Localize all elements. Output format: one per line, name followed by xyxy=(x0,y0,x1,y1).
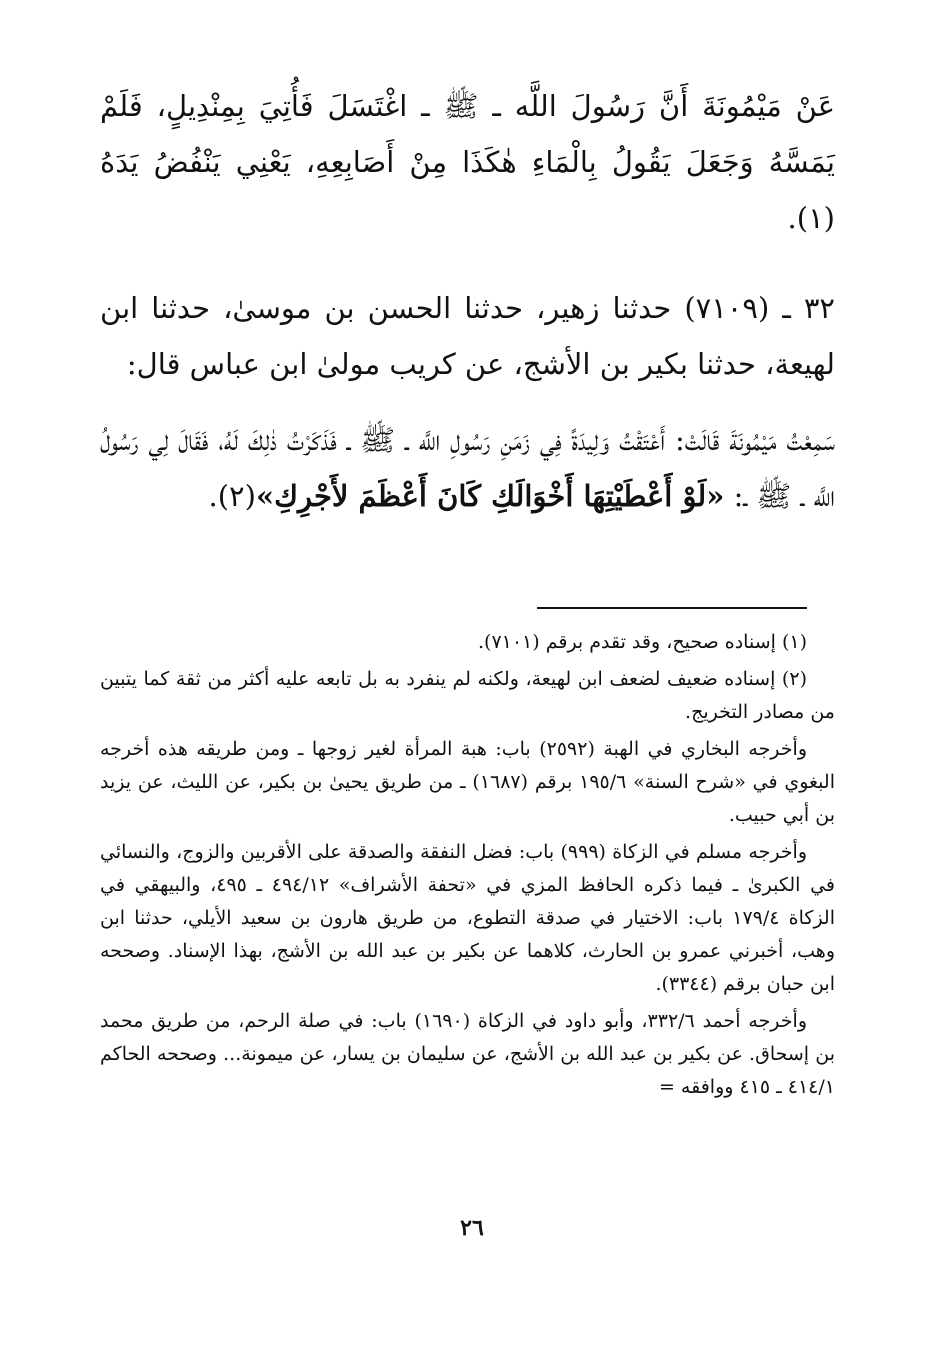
hadith-text-2 xyxy=(100,412,835,524)
hadith-narration: سَمِعْتُ مَيْمُونَةَ قَالَتْ: أَعْتَقْتُ وَلِيدَةً فِي زَمَنِ رَسُولِ اللَّه ـ ﷺ ـ فَذَكَرْتُ ذٰلِكَ لَهُ، فَقَالَ لِي رَسُولُ اللَّه ـ ﷺ ـ: xyxy=(100,423,835,513)
footnote-1: (١) إسناده صحيح، وقد تقدم برقم (٧١٠١). xyxy=(477,631,807,653)
footnote-2-ahmad: وأخرجه أحمد ٣٣٢/٦، وأبو داود في الزكاة (١٦٩٠) باب: في صلة الرحم، من طريق محمد بن إسحاق. عن بكير بن عبد الله بن الأشج، عن سليمان بن يسار، عن ميمونة... وصححه الحاكم ٤١٤/١ ـ ٤١٥ ووافقه = xyxy=(100,1010,835,1098)
page-number: ٢٦ xyxy=(460,1215,484,1241)
footnote-2: (٢) إسناده ضعيف لضعف ابن لهيعة، ولكنه لم ينفرد به بل تابعه عليه أكثر من ثقة كما يتبين من مصادر التخريج. xyxy=(100,668,835,723)
footnote-ref-2: (٢). xyxy=(208,479,256,513)
footnote-2-muslim: وأخرجه مسلم في الزكاة (٩٩٩) باب: فضل النفقة والصدقة على الأقربين والزوج، والنسائي في الكبرىٰ ـ فيما ذكره الحافظ المزي في «تحفة الأشراف» ٤٩٤/١٢ ـ ٤٩٥، والبيهقي في الزكاة ١٧٩/٤ باب: الاختيار في صدقة التطوع، من طريق هارون بن سعيد الأيلي، حدثنا ابن وهب، أخبرني عمرو بن الحارث، كلاهما عن بكير بن عبد الله بن الأشج، بهذا الإسناد. وصححه ابن حبان برقم (٣٣٤٤). xyxy=(100,841,835,995)
footnote-divider xyxy=(537,607,807,609)
document-page xyxy=(100,70,835,1330)
prophetic-quote: «لَوْ أَعْطَيْتِهَا أَخْوَالَكِ كَانَ أَعْظَمَ لأَجْرِكِ» xyxy=(255,479,725,513)
hadith-text-1: عَنْ مَيْمُونَةَ أَنَّ رَسُولَ اللَّه ـ ﷺ ـ اغْتَسَلَ فَأُتِيَ بِمِنْدِيلٍ، فَلَمْ يَمَسَّهُ وَجَعَلَ يَقُولُ بِالْمَاءِ هٰكَذَا مِنْ أَصَابِعِهِ، يَعْنِي يَنْفُضُ يَدَهُ (١). xyxy=(100,89,835,235)
hadith-chain-32: ٣٢ ـ (٧١٠٩) حدثنا زهير، حدثنا الحسن بن موسىٰ، حدثنا ابن لهيعة، حدثنا بكير بن الأشج، عن كريب مولىٰ ابن عباس قال: xyxy=(100,291,835,381)
footnotes xyxy=(100,626,835,1108)
footnote-2-bukhari: وأخرجه البخاري في الهبة (٢٥٩٢) باب: هبة المرأة لغير زوجها ـ ومن طريقه هذه أخرجه البغوي في «شرح السنة» ١٩٥/٦ برقم (١٦٨٧) ـ من طريق يحيىٰ بن بكير، عن الليث، عن يزيد بن أبي حبيب. xyxy=(100,738,835,826)
